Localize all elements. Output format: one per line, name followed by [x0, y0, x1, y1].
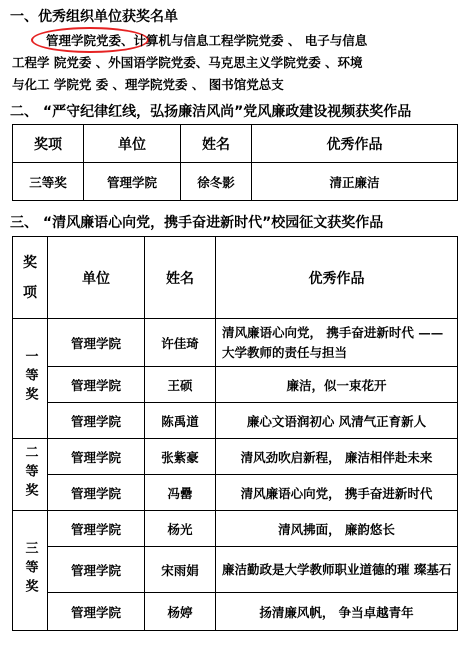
cell-award: 三等奖: [13, 163, 84, 201]
header-award-bottom: 项: [23, 284, 37, 301]
section1-line1: [12, 30, 464, 52]
cell-work: 廉洁勤政是大学教师职业道德的璀 璨基石: [216, 547, 458, 593]
header-award: 奖项: [13, 125, 84, 163]
cell-unit: 管理学院: [48, 511, 145, 547]
table-row: [13, 593, 458, 631]
cell-name: 杨光: [145, 511, 216, 547]
table-row: [13, 439, 458, 475]
award-label: 一等奖: [22, 348, 38, 406]
cell-name: 宋雨娟: [145, 547, 216, 593]
section1-title: 一、优秀组织单位获奖名单: [10, 9, 178, 25]
section1-paragraph: [12, 30, 464, 96]
award-cell-first: [13, 319, 48, 439]
section1-line1-rest: 、计算机与信息工程学院党委 、 电子与信息: [121, 33, 368, 48]
table-row: [13, 511, 458, 547]
cell-work: 清风廉语心向党， 携手奋进新时代 ——大学教师的责任与担当: [216, 319, 458, 367]
cell-unit: 管理学院: [48, 319, 145, 367]
table-header-row: [13, 237, 458, 319]
cell-unit: 管理学院: [48, 367, 145, 403]
header-work: 优秀作品: [216, 237, 458, 319]
cell-unit: 管理学院: [48, 475, 145, 511]
table-row: [13, 319, 458, 367]
cell-unit: 管理学院: [48, 593, 145, 631]
table-header-row: [13, 125, 458, 163]
cell-name: 陈禹道: [145, 403, 216, 439]
cell-work: 扬清廉风帆， 争当卓越青年: [216, 593, 458, 631]
header-award-top: 奖: [23, 254, 37, 271]
cell-name: 王硕: [145, 367, 216, 403]
video-award-table: [12, 124, 458, 201]
cell-name: 张紫豪: [145, 439, 216, 475]
cell-name: 徐冬影: [181, 163, 252, 201]
table-row: [13, 163, 458, 201]
table-row: [13, 403, 458, 439]
header-name: 姓名: [181, 125, 252, 163]
award-label: 三等奖: [22, 540, 38, 598]
header-unit: 单位: [48, 237, 145, 319]
section2-title: 二、 “严守纪律红线，弘扬廉洁风尚”党风廉政建设视频获奖作品: [10, 104, 412, 120]
section3-title: 三、 “清风廉语心向党，携手奋进新时代”校园征文获奖作品: [10, 215, 384, 231]
section1-line3: 与化工 学院党 委 、理学院党委 、 图书馆党总支: [12, 77, 284, 92]
table-row: [13, 475, 458, 511]
table-row: [13, 367, 458, 403]
cell-work: 清风劲吹启新程， 廉洁相伴赴未来: [216, 439, 458, 475]
table-row: [13, 547, 458, 593]
cell-name: 杨婷: [145, 593, 216, 631]
cell-name: 许佳琦: [145, 319, 216, 367]
award-label: 二等奖: [22, 444, 38, 502]
cell-work: 清风廉语心向党， 携手奋进新时代: [216, 475, 458, 511]
header-award: [13, 237, 48, 319]
cell-unit: 管理学院: [48, 439, 145, 475]
cell-work: 廉心文语润初心 风清气正育新人: [216, 403, 458, 439]
award-cell-second: [13, 439, 48, 511]
header-name: 姓名: [145, 237, 216, 319]
cell-unit: 管理学院: [48, 403, 145, 439]
cell-work: 清风拂面， 廉韵悠长: [216, 511, 458, 547]
award-cell-third: [13, 511, 48, 631]
cell-work: 清正廉洁: [252, 163, 458, 201]
header-unit: 单位: [84, 125, 181, 163]
circled-unit: 管理学院党委: [46, 33, 122, 48]
cell-name: 冯罍: [145, 475, 216, 511]
essay-award-table: [12, 236, 458, 631]
cell-unit: 管理学院: [48, 547, 145, 593]
cell-work: 廉洁，似一束花开: [216, 367, 458, 403]
section1-line2: 工程学 院党委 、外国语学院党委、马克思主义学院党委 、环境: [12, 55, 363, 70]
cell-unit: 管理学院: [84, 163, 181, 201]
header-work: 优秀作品: [252, 125, 458, 163]
